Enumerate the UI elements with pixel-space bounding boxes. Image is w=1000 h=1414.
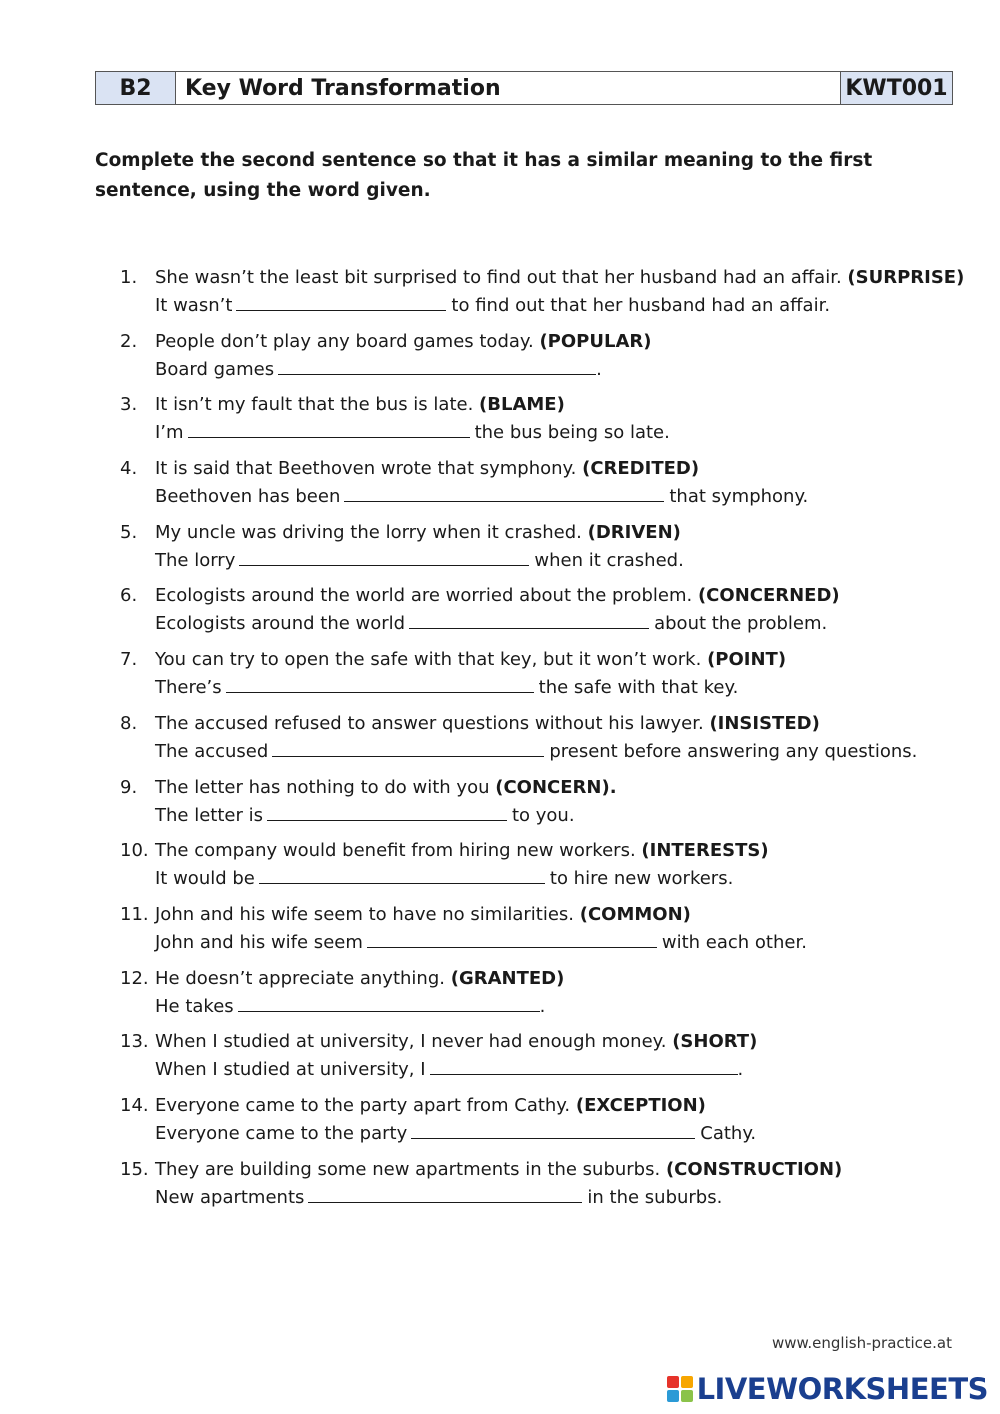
icon-tile bbox=[681, 1390, 693, 1402]
sentence-suffix: present before answering any questions. bbox=[549, 740, 918, 762]
exercise-number: 5. bbox=[120, 521, 138, 543]
answer-blank[interactable] bbox=[272, 737, 544, 757]
exercise-item bbox=[120, 901, 960, 965]
keyword: (EXCEPTION) bbox=[575, 1094, 706, 1116]
answer-blank[interactable] bbox=[259, 864, 545, 884]
exercise-number: 7. bbox=[120, 649, 138, 671]
website-link[interactable]: www.english-practice.at bbox=[771, 1334, 952, 1352]
keyword: (INTERESTS) bbox=[641, 840, 769, 862]
exercise-item bbox=[120, 1092, 960, 1156]
exercise-number: 2. bbox=[120, 330, 138, 352]
answer-blank[interactable] bbox=[188, 418, 470, 438]
exercise-number: 9. bbox=[120, 776, 138, 798]
sentence-suffix: . bbox=[737, 1059, 744, 1081]
worksheet-code: KWT001 bbox=[841, 72, 952, 104]
sentence-suffix: when it crashed. bbox=[534, 549, 684, 571]
exercise-number: 15. bbox=[120, 1158, 149, 1180]
answer-blank[interactable] bbox=[308, 1183, 582, 1203]
exercise-item bbox=[120, 646, 960, 710]
sentence-prefix: It wasn’t bbox=[155, 295, 233, 316]
exercise-item bbox=[120, 837, 960, 901]
exercise-number: 8. bbox=[120, 712, 138, 734]
icon-tile bbox=[667, 1390, 679, 1402]
brand-name: LIVEWORKSHEETS bbox=[696, 1372, 988, 1406]
icon-tile bbox=[681, 1376, 693, 1388]
answer-blank[interactable] bbox=[344, 482, 664, 502]
sentence-prefix: John and his wife seem bbox=[155, 931, 363, 953]
sentence-prefix: Board games bbox=[155, 358, 275, 380]
exercise-item bbox=[120, 391, 960, 455]
sentence-suffix: to hire new workers. bbox=[549, 868, 734, 890]
exercise-number: 4. bbox=[120, 458, 138, 480]
keyword: (SHORT) bbox=[672, 1031, 758, 1053]
exercise-list bbox=[120, 264, 965, 1219]
exercise-item bbox=[120, 1028, 960, 1092]
exercise-number: 1. bbox=[120, 267, 138, 288]
original-sentence: It isn’t my fault that the bus is late. bbox=[155, 394, 474, 416]
exercise-number: 13. bbox=[120, 1031, 149, 1053]
original-sentence: When I studied at university, I never had enough money. bbox=[155, 1031, 667, 1053]
sentence-suffix: to you. bbox=[511, 804, 575, 826]
original-sentence: He doesn’t appreciate anything. bbox=[155, 967, 445, 989]
exercise-item bbox=[120, 519, 960, 583]
original-sentence: The accused refused to answer questions without his lawyer. bbox=[155, 712, 704, 734]
exercise-number: 10. bbox=[120, 840, 149, 862]
exercise-item bbox=[120, 328, 960, 392]
original-sentence: Ecologists around the world are worried about the problem. bbox=[155, 585, 693, 607]
exercise-number: 6. bbox=[120, 585, 138, 607]
answer-blank[interactable] bbox=[239, 546, 529, 566]
icon-tile bbox=[667, 1376, 679, 1388]
liveworksheets-logo bbox=[667, 1372, 988, 1406]
exercise-item bbox=[120, 774, 960, 838]
exercise-item bbox=[120, 710, 960, 774]
sentence-prefix: Ecologists around the world bbox=[155, 613, 406, 635]
original-sentence: She wasn’t the least bit surprised to find out that her husband had an affair. bbox=[155, 267, 842, 288]
sentence-prefix: Everyone came to the party bbox=[155, 1122, 408, 1144]
exercise-number: 11. bbox=[120, 903, 149, 925]
answer-blank[interactable] bbox=[278, 355, 596, 375]
exercise-item bbox=[120, 965, 960, 1029]
original-sentence: John and his wife seem to have no similarities. bbox=[155, 903, 574, 925]
exercise-number: 3. bbox=[120, 394, 138, 416]
original-sentence: Everyone came to the party apart from Cathy. bbox=[155, 1094, 571, 1116]
original-sentence: You can try to open the safe with that key, but it won’t work. bbox=[155, 649, 702, 671]
exercise-item bbox=[120, 455, 960, 519]
keyword: (COMMON) bbox=[579, 903, 691, 925]
keyword: (CONCERNED) bbox=[697, 585, 840, 607]
sentence-prefix: I’m bbox=[155, 422, 184, 444]
keyword: (SURPRISE) bbox=[847, 267, 965, 288]
sentence-suffix: the safe with that key. bbox=[538, 677, 739, 699]
sentence-suffix: with each other. bbox=[661, 931, 807, 953]
sentence-suffix: the bus being so late. bbox=[474, 422, 670, 444]
exercise-item bbox=[120, 264, 965, 328]
sentence-prefix: He takes bbox=[155, 995, 234, 1017]
answer-blank[interactable] bbox=[409, 609, 649, 629]
sentence-prefix: The lorry bbox=[155, 549, 236, 571]
original-sentence: They are building some new apartments in the suburbs. bbox=[155, 1158, 661, 1180]
answer-blank[interactable] bbox=[226, 673, 534, 693]
keyword: (BLAME) bbox=[479, 394, 565, 416]
sentence-prefix: There’s bbox=[155, 677, 222, 699]
answer-blank[interactable] bbox=[430, 1055, 738, 1075]
original-sentence: My uncle was driving the lorry when it crashed. bbox=[155, 521, 582, 543]
sentence-suffix: to find out that her husband had an affair. bbox=[451, 295, 831, 316]
keyword: (GRANTED) bbox=[450, 967, 565, 989]
keyword: (POPULAR) bbox=[539, 330, 652, 352]
sentence-prefix: When I studied at university, I bbox=[155, 1059, 426, 1081]
sentence-prefix: New apartments bbox=[155, 1186, 305, 1208]
answer-blank[interactable] bbox=[367, 928, 657, 948]
exercise-item bbox=[120, 1156, 960, 1220]
answer-blank[interactable] bbox=[238, 992, 540, 1012]
exercise-item bbox=[120, 582, 960, 646]
sentence-prefix: Beethoven has been bbox=[155, 486, 341, 508]
sentence-suffix: . bbox=[539, 995, 546, 1017]
original-sentence: People don’t play any board games today. bbox=[155, 330, 534, 352]
original-sentence: The letter has nothing to do with you bbox=[155, 776, 490, 798]
keyword: (INSISTED) bbox=[709, 712, 820, 734]
worksheet-header bbox=[95, 71, 953, 105]
sentence-prefix: The letter is bbox=[155, 804, 263, 826]
answer-blank[interactable] bbox=[267, 801, 507, 821]
sentence-suffix: . bbox=[596, 358, 602, 380]
answer-blank[interactable] bbox=[236, 291, 446, 311]
original-sentence: The company would benefit from hiring new workers. bbox=[155, 840, 636, 862]
level-label: B2 bbox=[96, 72, 176, 104]
sentence-prefix: The accused bbox=[155, 740, 269, 762]
sentence-suffix: in the suburbs. bbox=[587, 1186, 723, 1208]
answer-blank[interactable] bbox=[411, 1119, 695, 1139]
exercise-number: 12. bbox=[120, 967, 149, 989]
original-sentence: It is said that Beethoven wrote that symphony. bbox=[155, 458, 577, 480]
keyword: (CREDITED) bbox=[582, 458, 700, 480]
keyword: (DRIVEN) bbox=[587, 521, 681, 543]
sentence-suffix: that symphony. bbox=[669, 486, 809, 508]
liveworksheets-icon bbox=[667, 1376, 693, 1402]
exercise-number: 14. bbox=[120, 1094, 149, 1116]
sentence-prefix: It would be bbox=[155, 868, 255, 890]
keyword: (POINT) bbox=[707, 649, 787, 671]
sentence-suffix: about the problem. bbox=[654, 613, 828, 635]
keyword: (CONCERN). bbox=[495, 776, 617, 798]
worksheet-title: Key Word Transformation bbox=[176, 72, 841, 104]
sentence-suffix: Cathy. bbox=[700, 1122, 757, 1144]
instruction-text: Complete the second sentence so that it has a similar meaning to the first sentence, using the word given. bbox=[95, 150, 873, 201]
keyword: (CONSTRUCTION) bbox=[665, 1158, 843, 1180]
